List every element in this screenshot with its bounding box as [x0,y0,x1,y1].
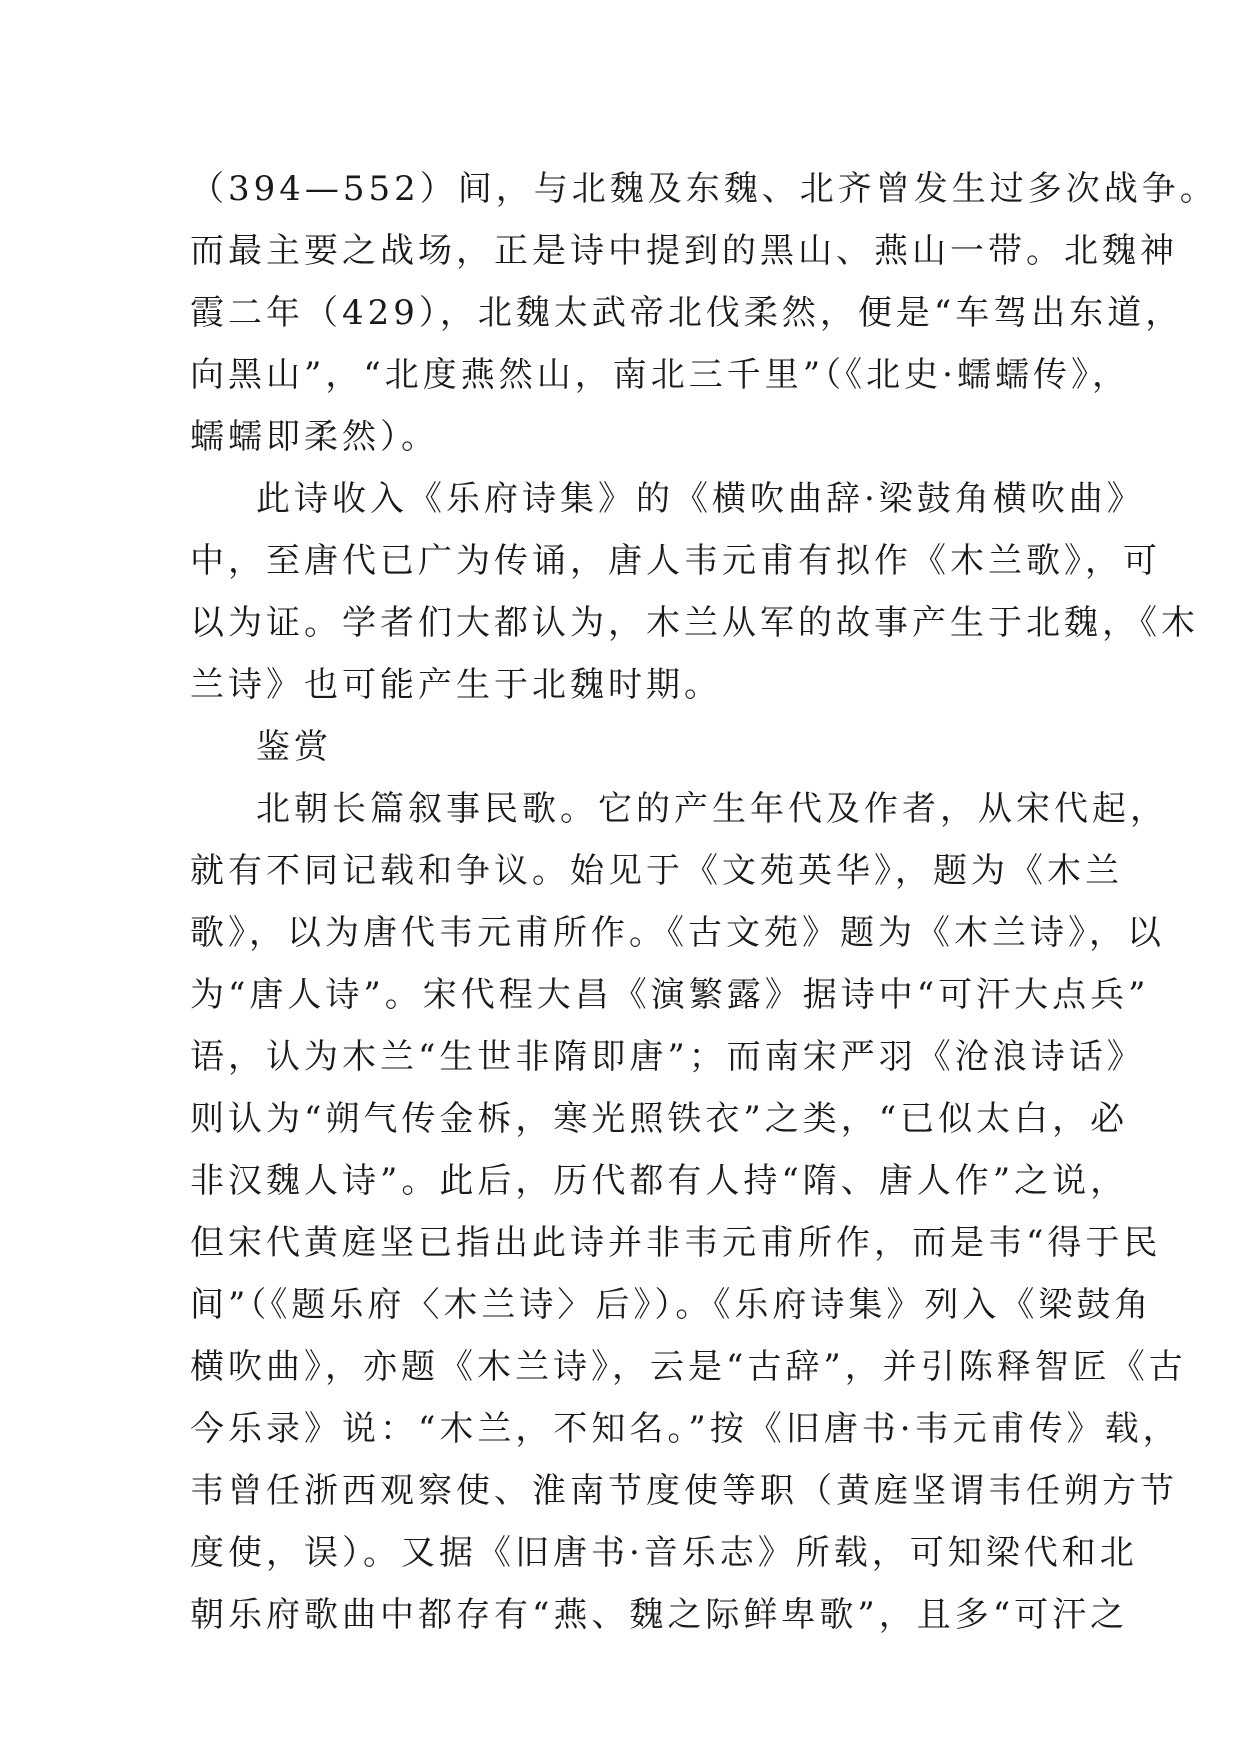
paragraph-line: 为“唐人诗”。宋代程大昌《演繁露》据诗中“可汗大点兵” [190,975,1150,1015]
document-body [190,158,1218,1646]
paragraph-line: 则认为“朔气传金柝，寒光照铁衣”之类，“已似太白，必 [190,1099,1129,1139]
paragraph-line: 韦曾任浙西观察使、淮南节度使等职（黄庭坚谓韦任朔方节 [190,1471,1178,1511]
paragraph-line: 以为证。学者们大都认为，木兰从军的故事产生于北魏，《木 [190,603,1199,643]
section-heading: 鉴赏 [256,727,332,767]
paragraph-line: 中，至唐代已广为传诵，唐人韦元甫有拟作《木兰歌》，可 [190,541,1161,581]
paragraph-line: 语，认为木兰“生世非隋即唐”；而南宋严羽《沧浪诗话》 [190,1037,1145,1077]
paragraph-line: 间”（《题乐府〈木兰诗〉后》）。《乐府诗集》列入《梁鼓角 [190,1285,1153,1325]
paragraph-line: 歌》，以为唐代韦元甫所作。《古文苑》题为《木兰诗》，以 [190,913,1165,953]
paragraph-line: 而最主要之战场，正是诗中提到的黑山、燕山一带。北魏神 [190,231,1178,271]
paragraph-line: 横吹曲》，亦题《木兰诗》，云是“古辞”，并引陈释智匠《古 [190,1347,1187,1387]
paragraph-line: 北朝长篇叙事民歌。它的产生年代及作者，从宋代起， [256,789,1168,829]
paragraph-line: 朝乐府歌曲中都存有“燕、魏之际鲜卑歌”，且多“可汗之 [190,1595,1129,1635]
paragraph-line: 但宋代黄庭坚已指出此诗并非韦元甫所作，而是韦“得于民 [190,1223,1162,1263]
paragraph-3 [190,778,1187,1646]
paragraph-line: 向黑山”，“北度燕然山，南北三千里”（《北史·蠕蠕传》， [190,355,1130,395]
paragraph-line: 此诗收入《乐府诗集》的《横吹曲辞·梁鼓角横吹曲》 [256,479,1145,519]
paragraph-line: 霞二年（429），北魏太武帝北伐柔然，便是“车驾出东道， [190,293,1184,333]
paragraph-line: 非汉魏人诗”。此后，历代都有人持“隋、唐人作”之说， [190,1161,1129,1201]
paragraph-2 [190,468,1199,716]
paragraph-1 [190,158,1218,468]
paragraph-line: 今乐录》说：“木兰，不知名。”按《旧唐书·韦元甫传》载， [190,1409,1181,1449]
paragraph-line: 就有不同记载和争议。始见于《文苑英华》，题为《木兰 [190,851,1123,891]
paragraph-line: （394—552）间，与北魏及东魏、北齐曾发生过多次战争。 [190,169,1218,209]
paragraph-line: 蠕蠕即柔然）。 [190,417,439,457]
paragraph-line: 兰诗》也可能产生于北魏时期。 [190,665,722,705]
paragraph-line: 度使，误）。又据《旧唐书·音乐志》所载，可知梁代和北 [190,1533,1138,1573]
